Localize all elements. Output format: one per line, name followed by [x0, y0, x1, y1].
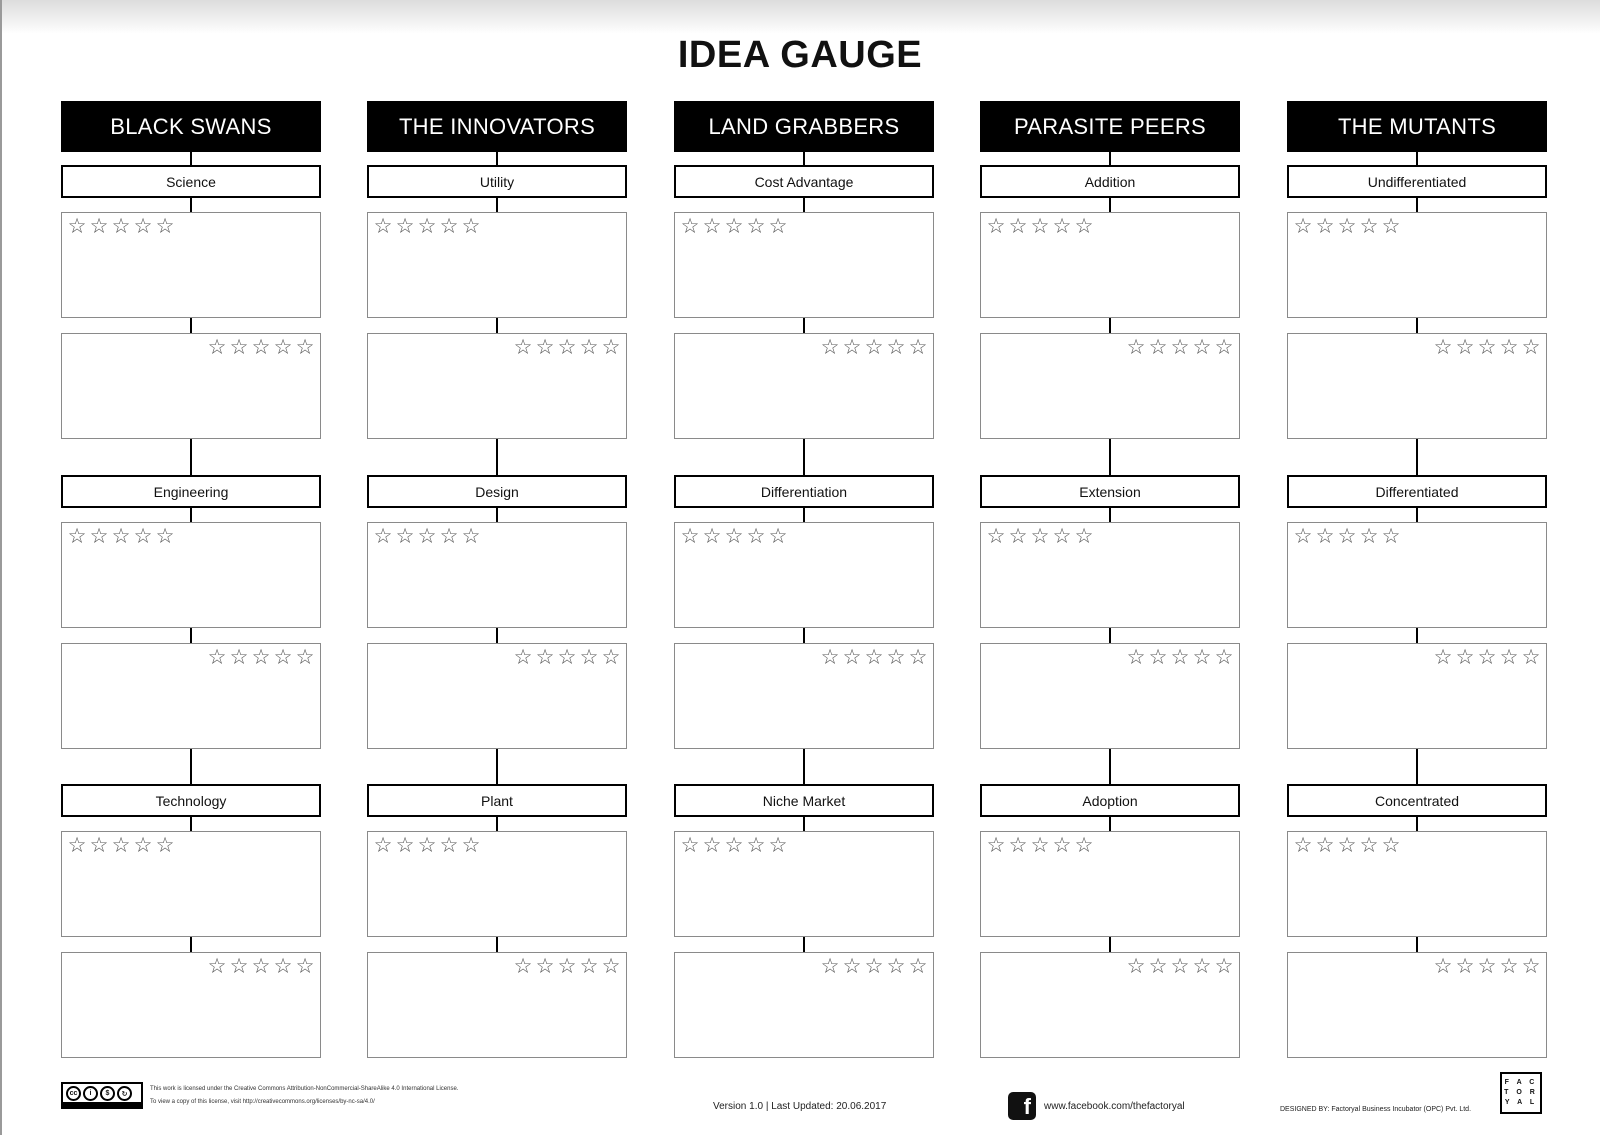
star-icon[interactable]: ☆: [133, 525, 153, 548]
star-rating[interactable]: [820, 647, 928, 669]
star-icon[interactable]: ☆: [768, 525, 788, 548]
star-icon[interactable]: ☆: [702, 525, 722, 548]
star-icon[interactable]: ☆: [1359, 834, 1379, 857]
cc-symbol-icon: cc: [66, 1086, 81, 1101]
star-icon[interactable]: ☆: [417, 834, 437, 857]
category-label: Adoption: [980, 784, 1240, 817]
star-rating[interactable]: [1126, 956, 1234, 978]
idea-card[interactable]: [674, 522, 934, 628]
cc-symbol-icon: $: [100, 1086, 115, 1101]
column-header: THE MUTANTS: [1287, 101, 1547, 152]
star-icon[interactable]: ☆: [251, 646, 271, 669]
star-icon[interactable]: ☆: [702, 215, 722, 238]
star-icon[interactable]: ☆: [1381, 525, 1401, 548]
star-icon[interactable]: ☆: [908, 955, 928, 978]
idea-card[interactable]: [980, 522, 1240, 628]
star-rating[interactable]: [513, 647, 621, 669]
category-label: Differentiation: [674, 475, 934, 508]
star-icon[interactable]: ☆: [842, 646, 862, 669]
star-icon[interactable]: ☆: [535, 955, 555, 978]
star-icon[interactable]: ☆: [1008, 215, 1028, 238]
star-icon[interactable]: ☆: [1455, 336, 1475, 359]
star-icon[interactable]: ☆: [1148, 955, 1168, 978]
star-icon[interactable]: ☆: [746, 215, 766, 238]
star-icon[interactable]: ☆: [986, 525, 1006, 548]
star-icon[interactable]: ☆: [155, 834, 175, 857]
star-rating[interactable]: [820, 337, 928, 359]
column-the-innovators: [367, 101, 627, 1061]
star-icon[interactable]: ☆: [842, 336, 862, 359]
star-icon[interactable]: ☆: [724, 215, 744, 238]
column-header: PARASITE PEERS: [980, 101, 1240, 152]
logo-line: T O R: [1504, 1089, 1538, 1096]
star-icon[interactable]: ☆: [680, 215, 700, 238]
star-icon[interactable]: ☆: [1192, 646, 1212, 669]
idea-card[interactable]: [674, 831, 934, 937]
idea-card[interactable]: [61, 831, 321, 937]
star-icon[interactable]: ☆: [1477, 336, 1497, 359]
column-header: BLACK SWANS: [61, 101, 321, 152]
star-rating[interactable]: [1433, 647, 1541, 669]
column-header: THE INNOVATORS: [367, 101, 627, 152]
star-icon[interactable]: ☆: [513, 955, 533, 978]
category-label: Science: [61, 165, 321, 198]
star-icon[interactable]: ☆: [295, 646, 315, 669]
star-icon[interactable]: ☆: [680, 525, 700, 548]
logo-line: Y A L: [1504, 1099, 1538, 1106]
idea-card[interactable]: [980, 643, 1240, 749]
star-icon[interactable]: ☆: [1074, 834, 1094, 857]
idea-card[interactable]: [61, 212, 321, 318]
star-icon[interactable]: ☆: [702, 834, 722, 857]
star-rating[interactable]: [67, 526, 175, 548]
idea-card[interactable]: [1287, 333, 1547, 439]
page-title: IDEA GAUGE: [677, 34, 923, 76]
star-icon[interactable]: ☆: [1170, 955, 1190, 978]
star-icon[interactable]: ☆: [864, 955, 884, 978]
star-icon[interactable]: ☆: [513, 646, 533, 669]
star-icon[interactable]: ☆: [89, 525, 109, 548]
idea-card[interactable]: [674, 212, 934, 318]
star-icon[interactable]: ☆: [1008, 834, 1028, 857]
star-icon[interactable]: ☆: [67, 834, 87, 857]
star-icon[interactable]: ☆: [724, 525, 744, 548]
column-parasite-peers: [980, 101, 1240, 1061]
cc-badge-bar: [63, 1102, 141, 1107]
star-icon[interactable]: ☆: [273, 646, 293, 669]
star-icon[interactable]: ☆: [1455, 955, 1475, 978]
star-icon[interactable]: ☆: [273, 955, 293, 978]
star-icon[interactable]: ☆: [417, 215, 437, 238]
idea-card[interactable]: [1287, 643, 1547, 749]
star-icon[interactable]: ☆: [395, 834, 415, 857]
star-icon[interactable]: ☆: [111, 834, 131, 857]
star-icon[interactable]: ☆: [1293, 834, 1313, 857]
star-icon[interactable]: ☆: [886, 955, 906, 978]
category-label: Engineering: [61, 475, 321, 508]
star-rating[interactable]: [680, 216, 788, 238]
category-label: Extension: [980, 475, 1240, 508]
star-icon[interactable]: ☆: [1074, 215, 1094, 238]
star-icon[interactable]: ☆: [461, 215, 481, 238]
star-icon[interactable]: ☆: [1052, 525, 1072, 548]
star-icon[interactable]: ☆: [1214, 336, 1234, 359]
star-icon[interactable]: ☆: [842, 955, 862, 978]
star-rating[interactable]: [820, 956, 928, 978]
star-rating[interactable]: [986, 835, 1094, 857]
category-label: Utility: [367, 165, 627, 198]
star-icon[interactable]: ☆: [986, 215, 1006, 238]
category-label: Cost Advantage: [674, 165, 934, 198]
idea-card[interactable]: [674, 333, 934, 439]
star-icon[interactable]: ☆: [111, 215, 131, 238]
star-icon[interactable]: ☆: [1126, 955, 1146, 978]
star-icon[interactable]: ☆: [1381, 834, 1401, 857]
version-text: Version 1.0 | Last Updated: 20.06.2017: [713, 1101, 887, 1112]
star-icon[interactable]: ☆: [986, 834, 1006, 857]
star-icon[interactable]: ☆: [1214, 955, 1234, 978]
star-icon[interactable]: ☆: [1315, 834, 1335, 857]
star-icon[interactable]: ☆: [1030, 215, 1050, 238]
star-icon[interactable]: ☆: [273, 336, 293, 359]
star-icon[interactable]: ☆: [207, 336, 227, 359]
star-icon[interactable]: ☆: [1359, 525, 1379, 548]
star-rating[interactable]: [986, 216, 1094, 238]
idea-card[interactable]: [367, 333, 627, 439]
star-icon[interactable]: ☆: [864, 646, 884, 669]
top-shade: [0, 0, 1600, 34]
star-icon[interactable]: ☆: [724, 834, 744, 857]
star-icon[interactable]: ☆: [133, 834, 153, 857]
star-rating[interactable]: [513, 337, 621, 359]
star-icon[interactable]: ☆: [295, 336, 315, 359]
idea-card[interactable]: [980, 831, 1240, 937]
star-icon[interactable]: ☆: [439, 525, 459, 548]
star-icon[interactable]: ☆: [601, 955, 621, 978]
designed-by-text: DESIGNED BY: Factoryal Business Incubator (OPC) Pvt. Ltd.: [1280, 1106, 1472, 1113]
star-icon[interactable]: ☆: [1315, 215, 1335, 238]
cc-license-badge: [61, 1082, 143, 1109]
star-icon[interactable]: ☆: [207, 955, 227, 978]
star-rating[interactable]: [67, 216, 175, 238]
star-rating[interactable]: [1293, 526, 1401, 548]
idea-card[interactable]: [367, 212, 627, 318]
star-icon[interactable]: ☆: [1499, 955, 1519, 978]
idea-card[interactable]: [1287, 522, 1547, 628]
star-icon[interactable]: ☆: [1074, 525, 1094, 548]
star-icon[interactable]: ☆: [746, 525, 766, 548]
star-rating[interactable]: [513, 956, 621, 978]
star-icon[interactable]: ☆: [768, 215, 788, 238]
star-icon[interactable]: ☆: [251, 955, 271, 978]
star-icon[interactable]: ☆: [1170, 336, 1190, 359]
star-icon[interactable]: ☆: [1521, 955, 1541, 978]
idea-card[interactable]: [1287, 212, 1547, 318]
star-icon[interactable]: ☆: [229, 336, 249, 359]
star-icon[interactable]: ☆: [1499, 336, 1519, 359]
column-land-grabbers: [674, 101, 934, 1061]
star-icon[interactable]: ☆: [746, 834, 766, 857]
idea-card[interactable]: [367, 952, 627, 1058]
star-icon[interactable]: ☆: [1433, 646, 1453, 669]
column-header: LAND GRABBERS: [674, 101, 934, 152]
category-label: Niche Market: [674, 784, 934, 817]
star-icon[interactable]: ☆: [1030, 525, 1050, 548]
star-icon[interactable]: ☆: [579, 646, 599, 669]
star-icon[interactable]: ☆: [89, 215, 109, 238]
star-icon[interactable]: ☆: [155, 525, 175, 548]
star-icon[interactable]: ☆: [1337, 834, 1357, 857]
star-icon[interactable]: ☆: [1214, 646, 1234, 669]
star-icon[interactable]: ☆: [908, 336, 928, 359]
star-icon[interactable]: ☆: [1381, 215, 1401, 238]
star-icon[interactable]: ☆: [373, 525, 393, 548]
star-icon[interactable]: ☆: [1477, 646, 1497, 669]
star-icon[interactable]: ☆: [820, 336, 840, 359]
idea-card[interactable]: [367, 831, 627, 937]
star-icon[interactable]: ☆: [864, 336, 884, 359]
idea-card[interactable]: [1287, 831, 1547, 937]
logo-line: F A C: [1504, 1079, 1538, 1086]
star-rating[interactable]: [207, 956, 315, 978]
star-icon[interactable]: ☆: [395, 525, 415, 548]
star-icon[interactable]: ☆: [557, 955, 577, 978]
star-rating[interactable]: [207, 647, 315, 669]
star-rating[interactable]: [680, 526, 788, 548]
star-icon[interactable]: ☆: [557, 646, 577, 669]
idea-card[interactable]: [980, 212, 1240, 318]
star-icon[interactable]: ☆: [133, 215, 153, 238]
star-icon[interactable]: ☆: [1148, 336, 1168, 359]
star-icon[interactable]: ☆: [513, 336, 533, 359]
star-icon[interactable]: ☆: [579, 955, 599, 978]
star-icon[interactable]: ☆: [1008, 525, 1028, 548]
star-icon[interactable]: ☆: [1521, 336, 1541, 359]
star-icon[interactable]: ☆: [1433, 955, 1453, 978]
idea-card[interactable]: [674, 643, 934, 749]
star-icon[interactable]: ☆: [373, 215, 393, 238]
idea-card[interactable]: [674, 952, 934, 1058]
star-icon[interactable]: ☆: [1315, 525, 1335, 548]
star-rating[interactable]: [1433, 956, 1541, 978]
star-icon[interactable]: ☆: [1455, 646, 1475, 669]
star-icon[interactable]: ☆: [207, 646, 227, 669]
cc-symbol-icon: ↻: [117, 1086, 132, 1101]
star-rating[interactable]: [1293, 216, 1401, 238]
star-icon[interactable]: ☆: [1293, 215, 1313, 238]
idea-card[interactable]: [61, 333, 321, 439]
star-icon[interactable]: ☆: [820, 955, 840, 978]
license-text: This work is licensed under the Creative Commons Attribution-NonCommercial-ShareAlike 4.0 International License.: [150, 1086, 459, 1092]
star-icon[interactable]: ☆: [461, 834, 481, 857]
star-icon[interactable]: ☆: [1521, 646, 1541, 669]
star-icon[interactable]: ☆: [1337, 525, 1357, 548]
star-rating[interactable]: [373, 526, 481, 548]
star-rating[interactable]: [986, 526, 1094, 548]
category-label: Plant: [367, 784, 627, 817]
star-icon[interactable]: ☆: [229, 646, 249, 669]
category-label: Undifferentiated: [1287, 165, 1547, 198]
star-icon[interactable]: ☆: [111, 525, 131, 548]
star-icon[interactable]: ☆: [768, 834, 788, 857]
star-icon[interactable]: ☆: [886, 646, 906, 669]
license-url-text: To view a copy of this license, visit http://creativecommons.org/licenses/by-nc-sa/4.0/: [150, 1099, 375, 1105]
idea-card[interactable]: [980, 952, 1240, 1058]
idea-card[interactable]: [367, 522, 627, 628]
star-icon[interactable]: ☆: [908, 646, 928, 669]
star-icon[interactable]: ☆: [680, 834, 700, 857]
idea-card[interactable]: [980, 333, 1240, 439]
star-icon[interactable]: ☆: [1293, 525, 1313, 548]
star-icon[interactable]: ☆: [1359, 215, 1379, 238]
star-icon[interactable]: ☆: [601, 646, 621, 669]
star-icon[interactable]: ☆: [1192, 336, 1212, 359]
idea-card[interactable]: [1287, 952, 1547, 1058]
star-icon[interactable]: ☆: [395, 215, 415, 238]
star-icon[interactable]: ☆: [535, 336, 555, 359]
star-icon[interactable]: ☆: [820, 646, 840, 669]
star-icon[interactable]: ☆: [1337, 215, 1357, 238]
star-icon[interactable]: ☆: [89, 834, 109, 857]
star-icon[interactable]: ☆: [1126, 646, 1146, 669]
star-icon[interactable]: ☆: [1192, 955, 1212, 978]
facebook-link[interactable]: www.facebook.com/thefactoryal: [1044, 1101, 1185, 1112]
star-rating[interactable]: [680, 835, 788, 857]
star-rating[interactable]: [1126, 337, 1234, 359]
star-rating[interactable]: [207, 337, 315, 359]
idea-card[interactable]: [61, 643, 321, 749]
star-icon[interactable]: ☆: [295, 955, 315, 978]
facebook-icon[interactable]: f: [1008, 1092, 1036, 1120]
factoryal-logo: [1500, 1072, 1542, 1114]
column-the-mutants: [1287, 101, 1547, 1061]
star-icon[interactable]: ☆: [579, 336, 599, 359]
page-edge: [0, 0, 2, 1135]
star-icon[interactable]: ☆: [373, 834, 393, 857]
star-icon[interactable]: ☆: [886, 336, 906, 359]
category-label: Concentrated: [1287, 784, 1547, 817]
star-icon[interactable]: ☆: [229, 955, 249, 978]
star-icon[interactable]: ☆: [1499, 646, 1519, 669]
category-label: Design: [367, 475, 627, 508]
column-black-swans: [61, 101, 321, 1061]
star-rating[interactable]: [373, 835, 481, 857]
star-icon[interactable]: ☆: [67, 215, 87, 238]
star-icon[interactable]: ☆: [155, 215, 175, 238]
star-icon[interactable]: ☆: [439, 834, 459, 857]
idea-card[interactable]: [61, 522, 321, 628]
star-icon[interactable]: ☆: [1433, 336, 1453, 359]
star-icon[interactable]: ☆: [67, 525, 87, 548]
category-label: Differentiated: [1287, 475, 1547, 508]
category-label: Addition: [980, 165, 1240, 198]
star-rating[interactable]: [1293, 835, 1401, 857]
cc-symbol-icon: i: [83, 1086, 98, 1101]
star-rating[interactable]: [67, 835, 175, 857]
star-icon[interactable]: ☆: [1030, 834, 1050, 857]
star-icon[interactable]: ☆: [535, 646, 555, 669]
star-icon[interactable]: ☆: [1126, 336, 1146, 359]
star-icon[interactable]: ☆: [1148, 646, 1168, 669]
star-icon[interactable]: ☆: [417, 525, 437, 548]
star-rating[interactable]: [1433, 337, 1541, 359]
star-icon[interactable]: ☆: [1052, 215, 1072, 238]
star-icon[interactable]: ☆: [557, 336, 577, 359]
category-label: Technology: [61, 784, 321, 817]
star-icon[interactable]: ☆: [439, 215, 459, 238]
star-icon[interactable]: ☆: [1170, 646, 1190, 669]
star-icon[interactable]: ☆: [601, 336, 621, 359]
star-icon[interactable]: ☆: [1477, 955, 1497, 978]
star-icon[interactable]: ☆: [1052, 834, 1072, 857]
star-icon[interactable]: ☆: [251, 336, 271, 359]
star-rating[interactable]: [1126, 647, 1234, 669]
star-rating[interactable]: [373, 216, 481, 238]
star-icon[interactable]: ☆: [461, 525, 481, 548]
idea-card[interactable]: [367, 643, 627, 749]
idea-card[interactable]: [61, 952, 321, 1058]
